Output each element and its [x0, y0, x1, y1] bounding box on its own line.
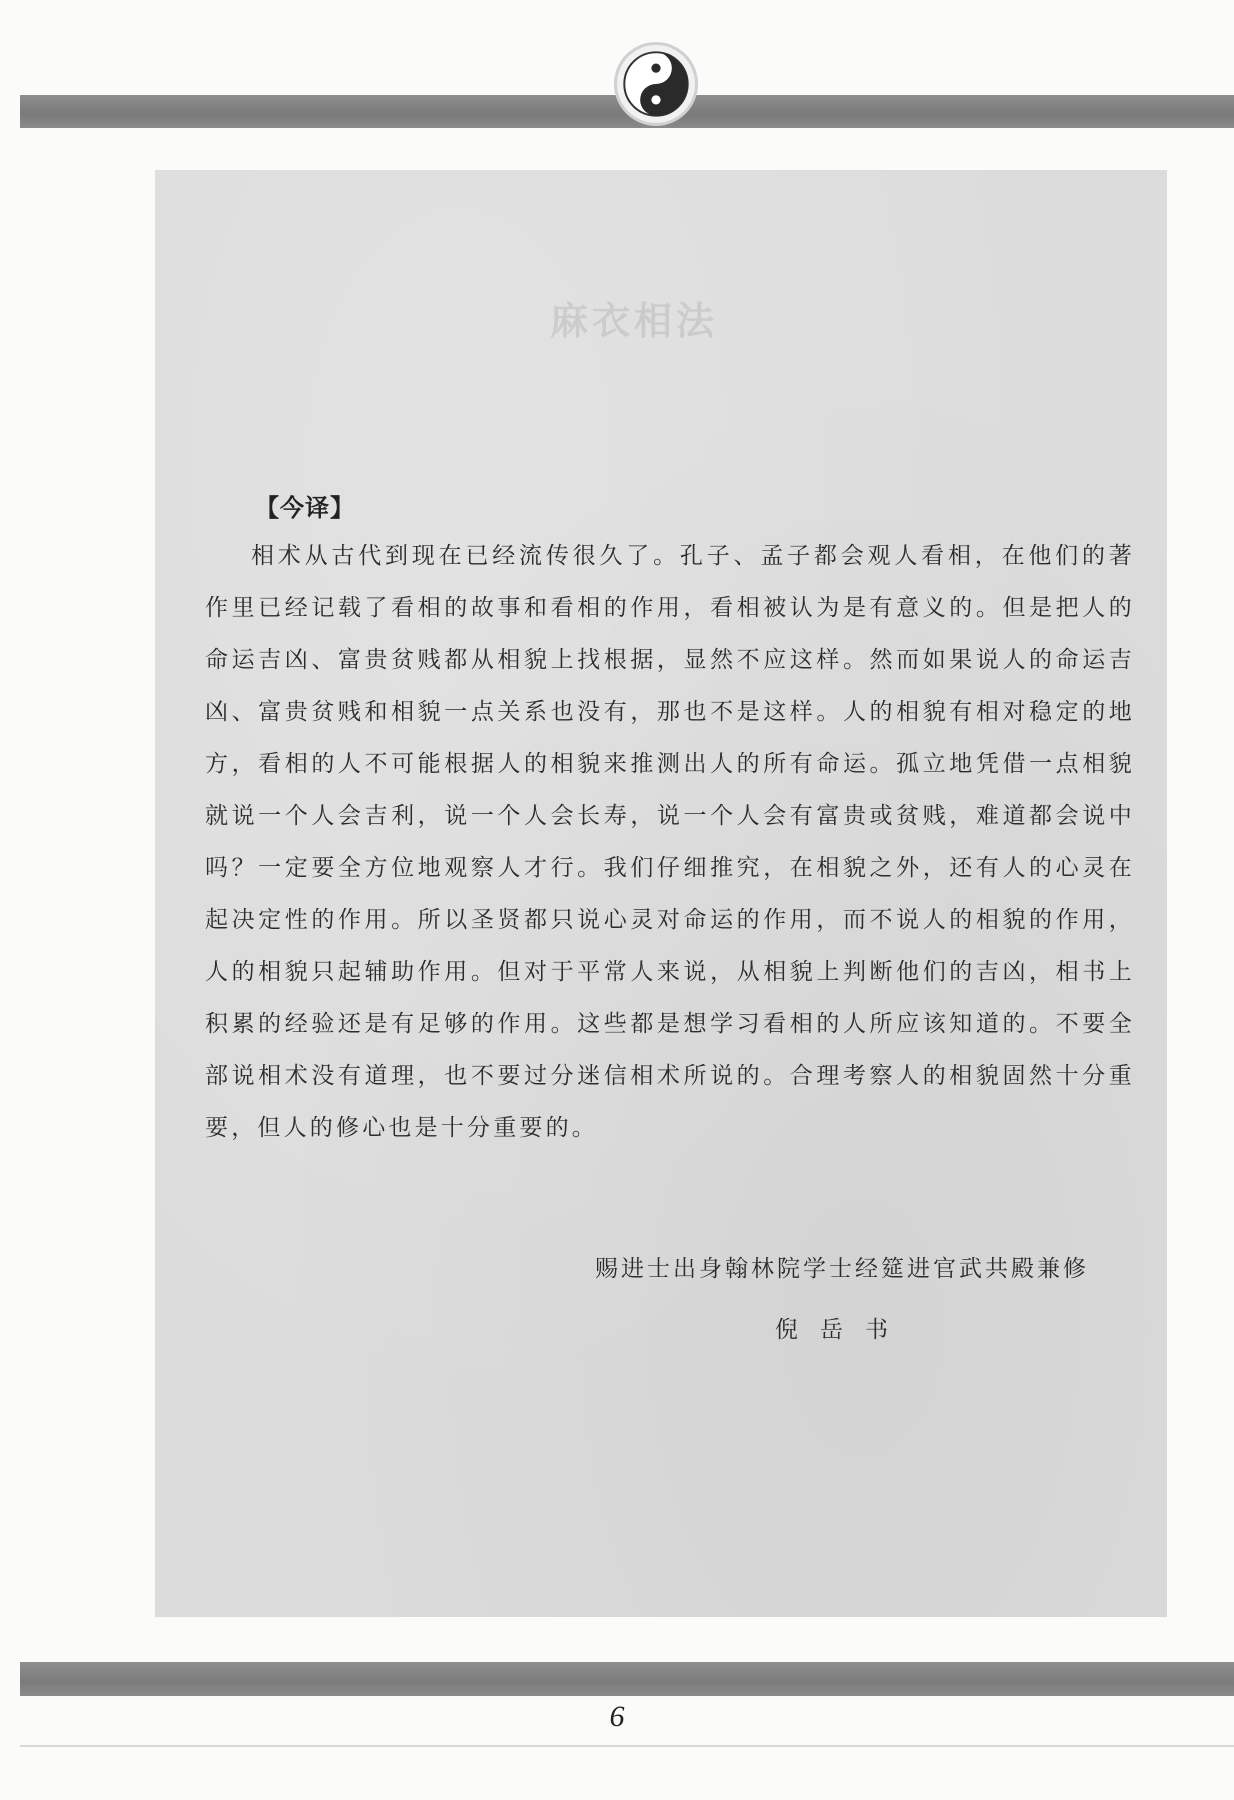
page-number: 6 [609, 1700, 625, 1733]
content-panel [155, 170, 1167, 1617]
signature-name: 倪岳书 [775, 1317, 910, 1343]
body-paragraph: 相术从古代到现在已经流传很久了。孔子、孟子都会观人看相，在他们的著作里已经记载了看相的故事和看相的作用，看相被认为是有意义的。但是把人的命运吉凶、富贵贫贱都从相貌上找根据，显然不应这样。然而如果说人的命运吉凶、富贵贫贱和相貌一点关系也没有，那也不是这样。人的相貌有相对稳定的地方，看相的人不可能根据人的相貌来推测出人的所有命运。孤立地凭借一点相貌就说一个人会吉利，说一个人会长寿，说一个人会有富贵或贫贱，难道都会说中吗？一定要全方位地观察人才行。我们仔细推究，在相貌之外，还有人的心灵在起决定性的作用。所以圣贤都只说心灵对命运的作用，而不说人的相貌的作用，人的相貌只起辅助作用。但对于平常人来说，从相貌上判断他们的吉凶，相书上积累的经验还是有足够的作用。这些都是想学习看相的人所应该知道的。不要全部说相术没有道理，也不要过分迷信相术所说的。合理考察人的相貌固然十分重要，但人的修心也是十分重要的。 [205, 543, 1135, 1141]
footer-bar [20, 1662, 1234, 1696]
footer-rule [20, 1745, 1234, 1747]
taiji-yin-yang-icon [617, 45, 695, 123]
section-heading: 【今译】 [255, 493, 355, 522]
signature-title: 赐进士出身翰林院学士经筵进官武共殿兼修 [595, 1256, 1089, 1282]
watermark-title: 麻衣相法 [550, 298, 719, 343]
